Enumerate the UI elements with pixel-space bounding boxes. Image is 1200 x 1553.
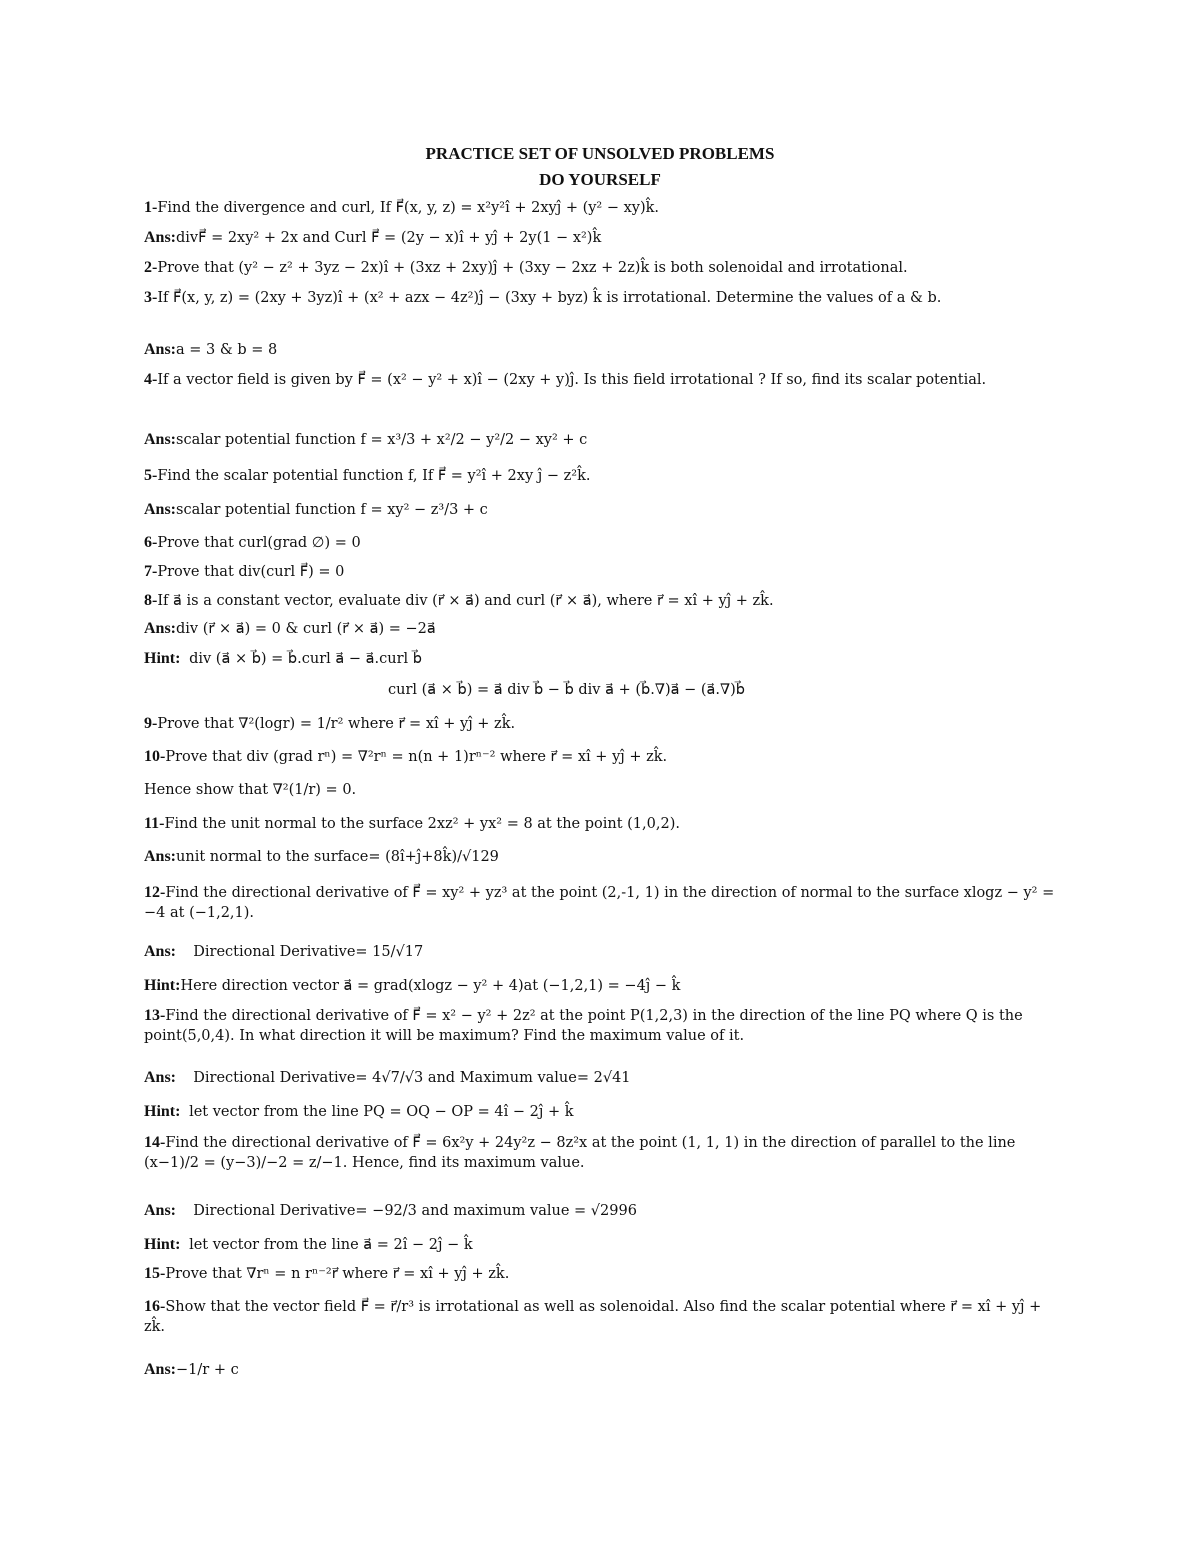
problem-5: 5-Find the scalar potential function f, If F⃗ = y²î + 2xy ĵ − z²k̂. [144,467,591,484]
problem-13: 13-Find the directional derivative of F⃗ = x² − y² + 2z² at the point P(1,2,3) in the direction of the line PQ where Q is the point(5,0,4). In what direction it will be maximum? Find the maximum value of it. [144,1007,1023,1044]
hint-13: Hint: let vector from the line PQ = OQ − OP = 4î − 2ĵ + k̂ [144,1103,574,1120]
answer-14: Ans: Directional Derivative= −92/3 and maximum value = √2996 [144,1202,637,1219]
hint-8: Hint: div (a⃗ × b⃗) = b⃗.curl a⃗ − a⃗.curl b⃗ [144,650,422,667]
problem-12: 12-Find the directional derivative of F⃗ = xy² + yz³ at the point (2,-1, 1) in the direction of normal to the surface xlogz − y² = −4 at (−1,2,1). [144,884,1055,921]
answer-13: Ans: Directional Derivative= 4√7/√3 and Maximum value= 2√41 [144,1069,631,1086]
problem-2: 2-Prove that (y² − z² + 3yz − 2x)î + (3xz + 2xy)ĵ + (3xy − 2xz + 2z)k̂ is both solenoidal and irrotational. [144,259,908,276]
problem-4: 4-If a vector field is given by F⃗ = (x² − y² + x)î − (2xy + y)ĵ. Is this field irrotational ? If so, find its scalar potential. [144,371,987,388]
problem-3: 3-If F⃗(x, y, z) = (2xy + 3yz)î + (x² + azx − 4z²)ĵ − (3xy + byz) k̂ is irrotational. Determine the values of a & b. [144,289,942,306]
hint-14: Hint: let vector from the line a⃗ = 2î − 2ĵ − k̂ [144,1236,473,1253]
problem-1: 1-Find the divergence and curl, If F⃗(x, y, z) = x²y²î + 2xyĵ + (y² − xy)k̂. [144,199,660,216]
problem-15: 15-Prove that ∇rⁿ = n rⁿ⁻²r⃗ where r⃗ = xî + yĵ + zk̂. [144,1265,510,1282]
answer-5: Ans:scalar potential function f = xy² − z³/3 + c [144,501,488,518]
problem-9: 9-Prove that ∇²(logr) = 1/r² where r⃗ = xî + yĵ + zk̂. [144,715,516,732]
answer-8: Ans:div (r⃗ × a⃗) = 0 & curl (r⃗ × a⃗) = −2a⃗ [144,620,436,637]
problem-8: 8-If a⃗ is a constant vector, evaluate div (r⃗ × a⃗) and curl (r⃗ × a⃗), where r⃗ = xî + yĵ + zk̂. [144,592,774,609]
problem-11: 11-Find the unit normal to the surface 2xz² + yx² = 8 at the point (1,0,2). [144,815,680,832]
answer-3: Ans:a = 3 & b = 8 [144,341,278,358]
problem-16: 16-Show that the vector field F⃗ = r⃗/r³ is irrotational as well as solenoidal. Also find the scalar potential where r⃗ = xî + yĵ + zk̂. [144,1298,1042,1335]
page-subtitle: DO YOURSELF [539,170,661,189]
hint-8-continued: curl (a⃗ × b⃗) = a⃗ div b⃗ − b⃗ div a⃗ + (b⃗.∇)a⃗ − (a⃗.∇)b⃗ [388,682,745,698]
answer-4: Ans:scalar potential function f = x³/3 + x²/2 − y²/2 − xy² + c [144,431,588,448]
problem-14: 14-Find the directional derivative of F⃗ = 6x²y + 24y²z − 8z²x at the point (1, 1, 1) in the direction of parallel to the line (x−1)/2 = (y−3)/−2 = z/−1. Hence, find its maximum value. [144,1134,1016,1171]
answer-12: Ans: Directional Derivative= 15/√17 [144,943,424,960]
hint-12: Hint:Here direction vector a⃗ = grad(xlogz − y² + 4)at (−1,2,1) = −4ĵ − k̂ [144,977,681,994]
problem-10: 10-Prove that div (grad rⁿ) = ∇²rⁿ = n(n + 1)rⁿ⁻² where r⃗ = xî + yĵ + zk̂. [144,748,668,765]
problem-7: 7-Prove that div(curl F⃗) = 0 [144,563,345,580]
problem-10-continued: Hence show that ∇²(1/r) = 0. [144,782,357,798]
problem-6: 6-Prove that curl(grad ∅) = 0 [144,534,361,551]
page-title: PRACTICE SET OF UNSOLVED PROBLEMS [425,144,775,163]
answer-1: Ans:divF⃗ = 2xy² + 2x and Curl F⃗ = (2y − x)î + yĵ + 2y(1 − x²)k̂ [144,229,602,246]
answer-11: Ans:unit normal to the surface= (8î+ĵ+8k̂)/√129 [144,848,499,865]
answer-16: Ans:−1/r + c [144,1361,239,1378]
